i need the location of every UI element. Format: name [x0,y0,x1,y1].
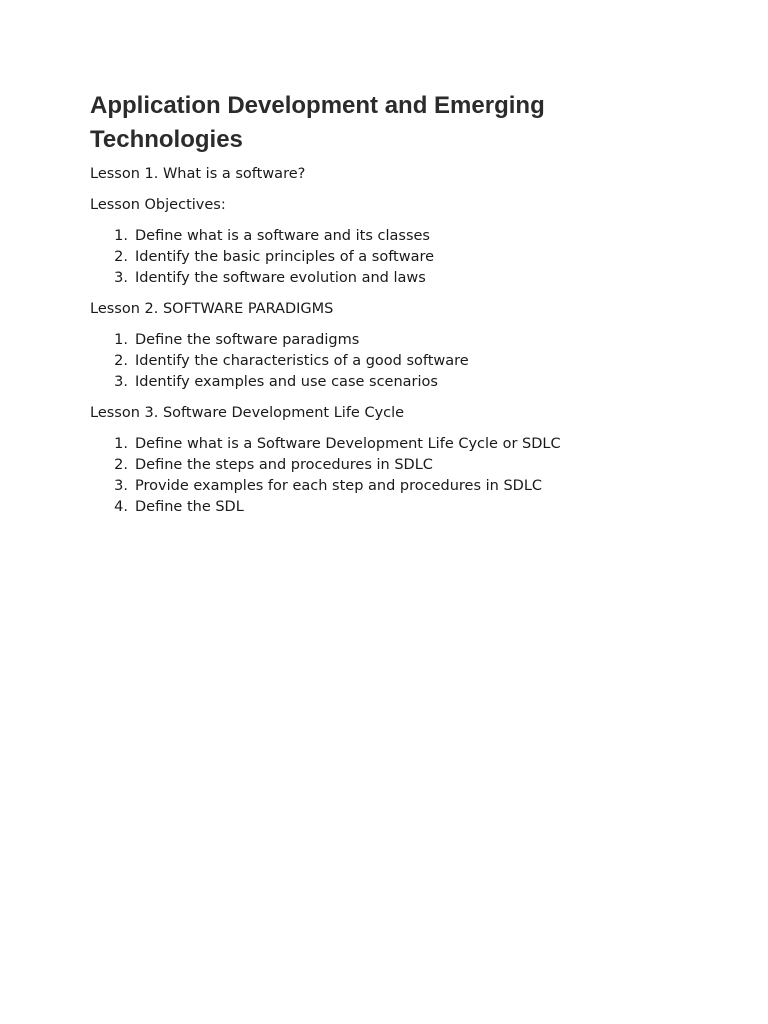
lesson-objectives-label: Lesson Objectives: [90,197,226,213]
list-item: 2. Identify the characteristics of a good software [114,353,469,369]
list-item: 3. Identify examples and use case scenarios [114,374,438,390]
document-title: Application Development and Emerging Technologies [90,92,545,153]
lesson-2-heading: Lesson 2. SOFTWARE PARADIGMS [90,301,334,317]
list-item: 3. Provide examples for each step and procedures in SDLC [114,478,543,494]
list-item: 2. Identify the basic principles of a software [114,249,435,265]
list-item: 1. Define what is a Software Development Life Cycle or SDLC [114,436,561,452]
lesson-1-heading: Lesson 1. What is a software? [90,166,306,182]
lesson-3-heading: Lesson 3. Software Development Life Cycle [90,405,405,421]
list-item: 1. Define the software paradigms [114,332,360,348]
list-item: 2. Define the steps and procedures in SDLC [114,457,433,473]
list-item: 4. Define the SDL [114,499,244,515]
document-page [90,89,690,528]
lesson-2-objectives-list [90,330,690,393]
lesson-3-objectives-list [90,434,690,518]
list-item: 1. Define what is a software and its classes [114,228,430,244]
list-item: 3. Identify the software evolution and laws [114,270,426,286]
lesson-1-objectives-list [90,226,690,289]
